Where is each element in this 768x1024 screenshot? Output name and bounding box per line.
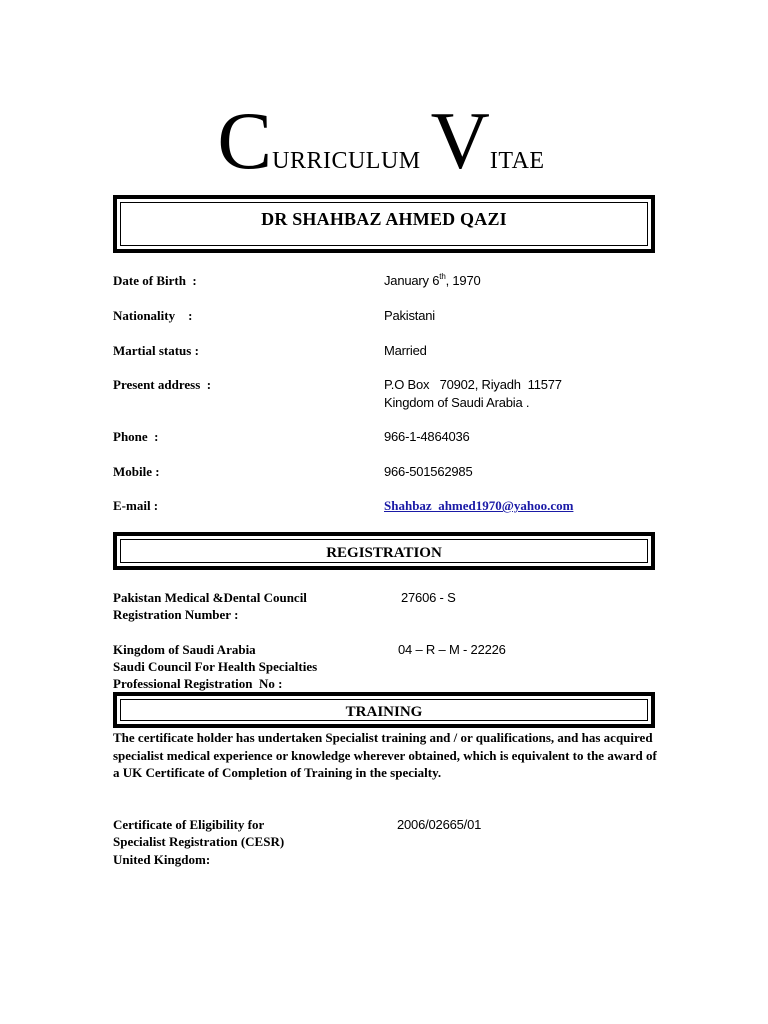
cesr-label-line-1: Certificate of Eligibility for [113, 817, 265, 832]
dob-value [384, 272, 481, 289]
address-line-2: Kingdom of Saudi Arabia . [384, 395, 530, 410]
nationality-label: Nationality : [113, 308, 193, 323]
registration-frame [113, 532, 655, 570]
email-label: E-mail : [113, 498, 159, 513]
cv-title [0, 95, 768, 186]
address-line-1: P.O Box 70902, Riyadh 11577 [384, 377, 562, 392]
name-frame [113, 195, 655, 253]
mobile-value: 966-501562985 [384, 464, 473, 479]
title-urriculum: URRICULUM [272, 148, 421, 174]
dob-value-year: , 1970 [445, 273, 481, 288]
ksa-label-line-3: Professional Registration No : [113, 676, 283, 691]
ksa-registration-value: 04 – R – M - 22226 [398, 642, 506, 657]
marital-label: Martial status : [113, 343, 199, 358]
training-paragraph: The certificate holder has undertaken Specialist training and / or qualifications, and has acquired specialist medical experience or knowledge wherever obtained, which is equivalent to the award of a UK Certificate of Completion of Training in the specialty. [113, 730, 657, 780]
address-label: Present address : [113, 377, 212, 392]
marital-value: Married [384, 343, 427, 358]
pmdc-label-line-1: Pakistan Medical &Dental Council [113, 590, 307, 605]
ksa-label-line-1: Kingdom of Saudi Arabia [113, 642, 256, 657]
training-frame [113, 692, 655, 728]
training-heading: TRAINING [120, 699, 648, 721]
cesr-value: 2006/02665/01 [397, 817, 482, 832]
candidate-name: DR SHAHBAZ AHMED QAZI [120, 202, 648, 246]
phone-label: Phone : [113, 429, 159, 444]
dob-value-main: January 6 [384, 273, 440, 288]
title-itae: ITAE [489, 148, 545, 174]
pmdc-label-line-2: Registration Number : [113, 607, 239, 622]
cesr-label-line-3: United Kingdom: [113, 852, 211, 867]
dob-value-sup: th [439, 272, 446, 281]
pmdc-registration-value: 27606 - S [401, 590, 456, 605]
nationality-value: Pakistani [384, 308, 435, 323]
title-initial-c: C [217, 95, 273, 186]
cesr-label-line-2: Specialist Registration (CESR) [113, 834, 285, 849]
mobile-label: Mobile : [113, 464, 160, 479]
registration-heading: REGISTRATION [120, 539, 648, 563]
email-field [384, 497, 573, 514]
ksa-label-line-2: Saudi Council For Health Specialties [113, 659, 318, 674]
phone-value: 966-1-4864036 [384, 429, 470, 444]
title-initial-v: V [430, 95, 490, 186]
email-link[interactable]: Shahbaz_ahmed1970@yahoo.com [384, 498, 574, 513]
dob-label: Date of Birth : [113, 273, 197, 288]
